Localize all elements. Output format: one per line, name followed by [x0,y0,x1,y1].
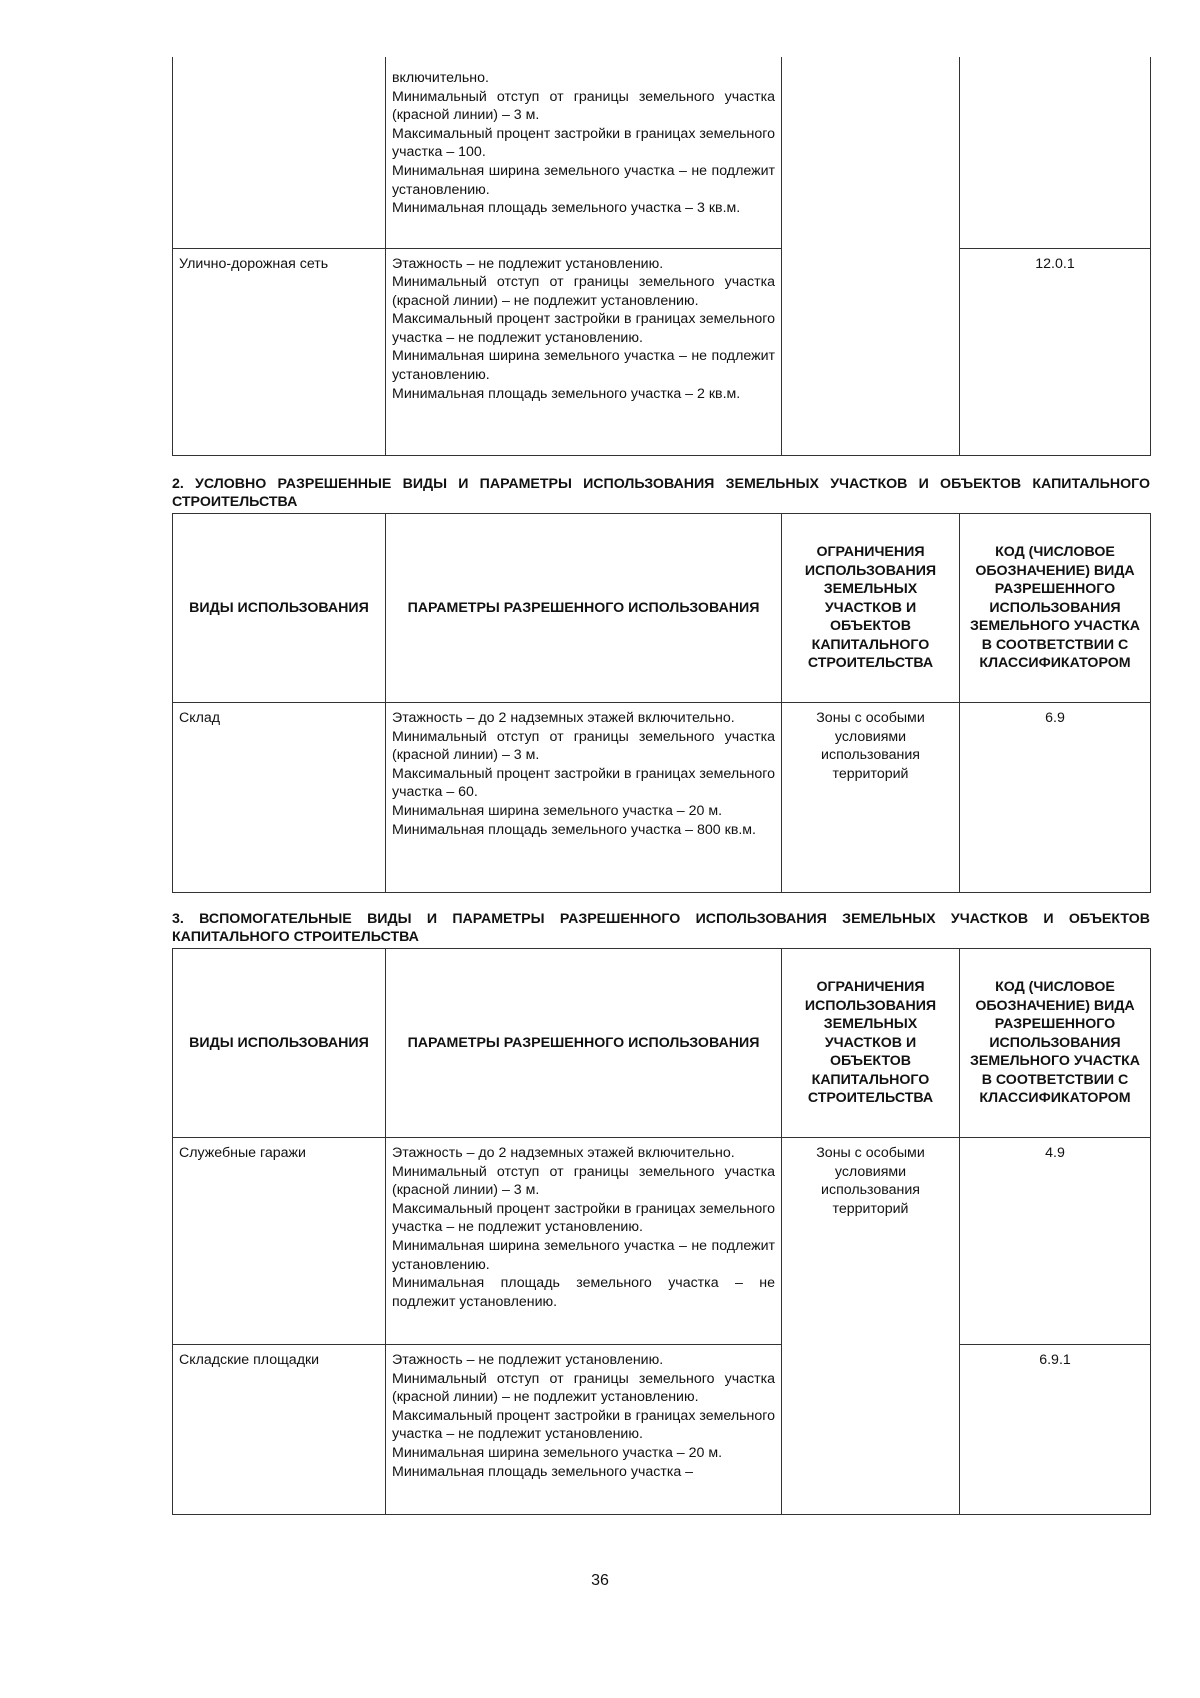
restrictions-cell: Зоны с особыми условиями использования территорий [782,703,960,893]
header-restrictions: ОГРАНИЧЕНИЯ ИСПОЛЬЗОВАНИЯ ЗЕМЕЛЬНЫХ УЧАСТКОВ И ОБЪЕКТОВ КАПИТАЛЬНОГО СТРОИТЕЛЬСТВА [782,514,960,703]
parameter-line: Минимальный отступ от границы земельного участка (красной линии) – не подлежит установлению. [392,274,775,309]
parameters-cell [386,703,782,893]
table-row [173,703,1151,893]
parameter-line: Минимальный отступ от границы земельного участка (красной линии) – не подлежит установлению. [392,1370,775,1406]
parameter-line: Минимальный отступ от границы земельного участка (красной линии) – 3 м. [392,88,775,124]
parameter-line: Минимальная ширина земельного участка – 20 м. [392,802,723,819]
use-type-cell: Склад [173,703,386,893]
use-type-cell: Улично-дорожная сеть [173,248,386,455]
parameter-line: Этажность – не подлежит установлению. [392,255,664,272]
parameter-line: Минимальная площадь земельного участка – [392,1463,694,1480]
parameter-line: Минимальная ширина земельного участка – не подлежит установлению. [392,162,775,198]
code-cell [960,57,1151,248]
parameter-line: Минимальная площадь земельного участка – 800 кв.м. [392,821,756,838]
parameter-line: Этажность – до 2 надземных этажей включительно. [392,710,735,726]
parameter-line: Минимальная площадь земельного участка – 2 кв.м. [392,385,741,402]
parameter-line: Максимальный процент застройки в границах земельного участка – не подлежит установлению. [392,1407,775,1443]
section-2-table [172,513,1151,893]
continuation-table [172,57,1151,456]
header-restrictions: ОГРАНИЧЕНИЯ ИСПОЛЬЗОВАНИЯ ЗЕМЕЛЬНЫХ УЧАСТКОВ И ОБЪЕКТОВ КАПИТАЛЬНОГО СТРОИТЕЛЬСТВА [782,949,960,1138]
table-row [173,1345,1151,1515]
header-code: КОД (ЧИСЛОВОЕ ОБОЗНАЧЕНИЕ) ВИДА РАЗРЕШЕННОГО ИСПОЛЬЗОВАНИЯ ЗЕМЕЛЬНОГО УЧАСТКА В СООТВЕТСТВИИ С КЛАССИФИКАТОРОМ [960,949,1151,1138]
page-number: 36 [591,1572,609,1589]
parameters-cell [386,248,782,455]
header-use-types: ВИДЫ ИСПОЛЬЗОВАНИЯ [173,514,386,703]
parameter-line: Этажность – до 2 надземных этажей включительно. [392,1145,735,1161]
parameter-line: включительно. [392,70,489,86]
parameter-line: Максимальный процент застройки в границах земельного участка – 100. [392,125,775,161]
section-3-title: 3. ВСПОМОГАТЕЛЬНЫЕ ВИДЫ И ПАРАМЕТРЫ РАЗРЕШЕННОГО ИСПОЛЬЗОВАНИЯ ЗЕМЕЛЬНЫХ УЧАСТКОВ И ОБЪЕКТОВ КАПИТАЛЬНОГО СТРОИТЕЛЬСТВА [172,911,1150,945]
parameter-line: Минимальная ширина земельного участка – не подлежит установлению. [392,1237,775,1273]
parameter-line: Минимальная площадь земельного участка – не подлежит установлению. [392,1275,775,1310]
header-parameters: ПАРАМЕТРЫ РАЗРЕШЕННОГО ИСПОЛЬЗОВАНИЯ [386,514,782,703]
parameter-line: Минимальный отступ от границы земельного участка (красной линии) – 3 м. [392,728,775,764]
table-row [173,57,1151,248]
section-2-title: 2. УСЛОВНО РАЗРЕШЕННЫЕ ВИДЫ И ПАРАМЕТРЫ ИСПОЛЬЗОВАНИЯ ЗЕМЕЛЬНЫХ УЧАСТКОВ И ОБЪЕКТОВ КАПИТАЛЬНОГО СТРОИТЕЛЬСТВА [172,476,1150,510]
code-cell: 12.0.1 [960,248,1151,455]
table-header-row [173,514,1151,703]
table-header-row [173,949,1151,1138]
code-cell: 6.9.1 [960,1345,1151,1515]
parameter-line: Этажность – не подлежит установлению. [392,1352,664,1368]
table-row [173,248,1151,455]
restrictions-cell: Зоны с особыми условиями использования территорий [782,1138,960,1515]
parameter-line: Минимальный отступ от границы земельного участка (красной линии) – 3 м. [392,1163,775,1199]
header-use-types: ВИДЫ ИСПОЛЬЗОВАНИЯ [173,949,386,1138]
code-cell: 6.9 [960,703,1151,893]
parameters-cell [386,1345,782,1515]
parameter-line: Минимальная площадь земельного участка – 3 кв.м. [392,200,741,217]
parameter-line: Минимальная ширина земельного участка – не подлежит установлению. [392,348,775,384]
parameter-line: Максимальный процент застройки в границах земельного участка – не подлежит установлению. [392,1200,775,1236]
use-type-cell: Складские площадки [173,1345,386,1515]
header-parameters: ПАРАМЕТРЫ РАЗРЕШЕННОГО ИСПОЛЬЗОВАНИЯ [386,949,782,1138]
table-row [173,1138,1151,1345]
use-type-cell [173,57,386,248]
header-code: КОД (ЧИСЛОВОЕ ОБОЗНАЧЕНИЕ) ВИДА РАЗРЕШЕННОГО ИСПОЛЬЗОВАНИЯ ЗЕМЕЛЬНОГО УЧАСТКА В СООТВЕТСТВИИ С КЛАССИФИКАТОРОМ [960,514,1151,703]
parameter-line: Минимальная ширина земельного участка – 20 м. [392,1444,723,1461]
use-type-cell: Служебные гаражи [173,1138,386,1345]
parameters-cell [386,57,782,248]
section-3-table [172,948,1151,1515]
parameters-cell [386,1138,782,1345]
parameter-line: Максимальный процент застройки в границах земельного участка – не подлежит установлению. [392,311,775,346]
restrictions-cell [782,57,960,455]
parameter-line: Максимальный процент застройки в границах земельного участка – 60. [392,765,775,801]
code-cell: 4.9 [960,1138,1151,1345]
